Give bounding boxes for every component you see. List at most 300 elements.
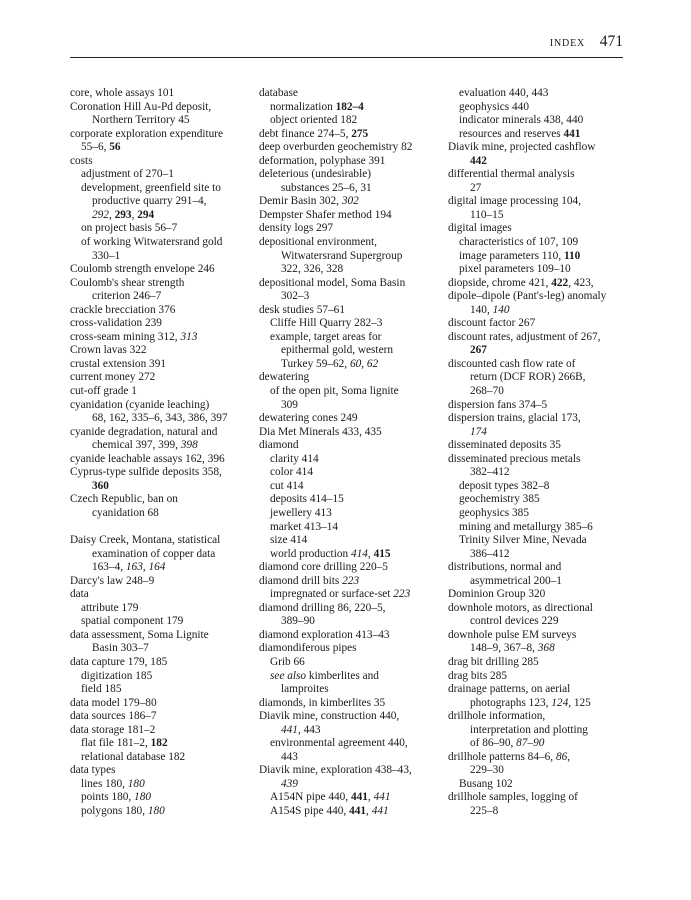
index-entry — [70, 304, 250, 318]
index-text-segment: flat file 181–2, — [81, 737, 151, 750]
index-subentry — [448, 304, 638, 318]
index-subentry — [259, 791, 449, 805]
index-subentry — [259, 778, 449, 792]
index-entry — [259, 642, 449, 656]
index-subentry — [70, 222, 250, 236]
index-text-segment: spatial component 179 — [81, 615, 184, 628]
index-text-segment: Northern Territory 45 — [92, 114, 190, 127]
index-subentry — [259, 358, 449, 372]
index-text-segment: example, target areas for — [270, 330, 382, 343]
index-subentry — [259, 548, 449, 562]
index-text-segment: dewatering — [259, 371, 310, 384]
index-text-segment: chemical 397, 399, — [92, 439, 181, 452]
index-text-segment: 163 — [125, 561, 143, 574]
index-subentry — [70, 168, 250, 182]
index-entry — [259, 222, 449, 236]
index-text-segment: 441 — [563, 127, 581, 140]
index-text-segment: lamproites — [281, 683, 329, 696]
index-text-segment: data types — [70, 764, 116, 777]
index-entry — [70, 344, 250, 358]
index-text-segment: criterion 246–7 — [92, 290, 162, 303]
index-subentry — [70, 778, 250, 792]
index-subentry — [448, 209, 638, 223]
index-text-segment: , 423, — [568, 276, 594, 289]
index-entry — [448, 751, 638, 765]
index-subentry — [70, 561, 250, 575]
page-header — [70, 0, 623, 58]
index-text-segment: 313 — [180, 330, 198, 343]
index-text-segment: , — [567, 750, 571, 763]
index-text-segment: 87–90 — [516, 737, 545, 750]
index-text-segment: diamond — [259, 439, 299, 452]
index-subentry — [70, 751, 250, 765]
index-text-segment: jewellery 413 — [270, 506, 332, 519]
index-text-segment: diamond exploration 413–43 — [259, 628, 390, 641]
index-text-segment: object oriented 182 — [270, 114, 358, 127]
index-subentry — [448, 385, 638, 399]
index-text-segment: 174 — [470, 425, 487, 438]
index-text-segment: 223 — [393, 588, 411, 601]
index-subentry — [448, 263, 638, 277]
index-subentry — [448, 250, 638, 264]
index-entry — [70, 371, 250, 385]
index-text-segment: dewatering cones 249 — [259, 412, 358, 425]
index-entry — [448, 412, 638, 426]
index-subentry — [448, 615, 638, 629]
index-text-segment: cyanide degradation, natural and — [70, 425, 218, 438]
index-text-segment: 56 — [109, 141, 121, 154]
index-subentry — [70, 439, 250, 453]
index-text-segment: 330–1 — [92, 249, 121, 262]
index-text-segment: deep overburden geochemistry 82 — [259, 141, 413, 154]
index-entry — [259, 168, 449, 182]
index-text-segment: Basin 303–7 — [92, 642, 149, 655]
index-text-segment: desk studies 57–61 — [259, 303, 345, 316]
index-subentry — [259, 114, 449, 128]
index-entry — [448, 168, 638, 182]
index-text-segment: cyanidation 68 — [92, 506, 159, 519]
index-subentry — [259, 724, 449, 738]
index-text-segment: 386–412 — [470, 547, 510, 560]
index-subentry — [448, 778, 638, 792]
index-text-segment: 180 — [147, 804, 165, 817]
index-entry — [259, 209, 449, 223]
index-text-segment: 302–3 — [281, 290, 310, 303]
index-entry — [70, 385, 250, 399]
index-text-segment: diopside, chrome 421, — [448, 276, 552, 289]
index-text-segment: digitization 185 — [81, 669, 153, 682]
index-text-segment: cyanidation (cyanide leaching) — [70, 398, 210, 411]
index-subentry — [70, 195, 250, 209]
index-subentry — [448, 236, 638, 250]
index-subentry — [259, 805, 449, 819]
index-entry — [448, 629, 638, 643]
index-entry — [70, 263, 250, 277]
index-text-segment: A154N pipe 440, — [270, 791, 351, 804]
index-text-segment: indicator minerals 438, 440 — [459, 114, 584, 127]
index-text-segment: Diavik mine, exploration 438–43, — [259, 764, 412, 777]
index-text-segment: 322, 326, 328 — [281, 263, 344, 276]
index-entry — [259, 371, 449, 385]
index-text-segment: debt finance 274–5, — [259, 127, 352, 140]
index-text-segment: 441 — [350, 791, 368, 804]
index-text-segment: drag bit drilling 285 — [448, 655, 539, 668]
index-text-segment: polygons 180, — [81, 804, 148, 817]
index-entry — [259, 575, 449, 589]
index-subentry — [259, 466, 449, 480]
index-text-segment: Diavik mine, construction 440, — [259, 710, 400, 723]
index-subentry — [259, 399, 449, 413]
index-subentry — [70, 141, 250, 155]
index-subentry — [259, 385, 449, 399]
index-text-segment: interpretation and plotting — [470, 723, 588, 736]
index-entry — [448, 561, 638, 575]
index-text-segment: cross-seam mining 312, — [70, 330, 181, 343]
index-entry — [259, 697, 449, 711]
index-text-segment: Coronation Hill Au-Pd deposit, — [70, 100, 212, 113]
index-text-segment: 229–30 — [470, 764, 504, 777]
index-entry — [448, 222, 638, 236]
index-text-segment: 441 — [371, 804, 389, 817]
index-text-segment: digital images — [448, 222, 512, 235]
index-text-segment: 164 — [148, 561, 166, 574]
index-entry — [448, 656, 638, 670]
index-text-segment: 180 — [127, 777, 145, 790]
index-subentry — [259, 493, 449, 507]
index-text-segment: 180 — [134, 791, 151, 804]
index-subentry — [259, 507, 449, 521]
index-subentry — [448, 426, 638, 440]
index-subentry — [70, 805, 250, 819]
index-entry — [259, 195, 449, 209]
index-text-segment: disseminated precious metals — [448, 452, 581, 465]
index-subentry — [259, 670, 449, 684]
index-entry — [259, 412, 449, 426]
index-subentry — [259, 588, 449, 602]
index-text-segment: discount factor 267 — [448, 317, 536, 330]
index-entry — [259, 155, 449, 169]
index-text-segment: dispersion trains, glacial 173, — [448, 412, 581, 425]
index-text-segment: 293 — [114, 208, 132, 221]
index-entry — [70, 493, 250, 507]
index-text-segment: downhole motors, as directional — [448, 601, 593, 614]
index-entry — [70, 656, 250, 670]
index-text-segment: productive quarry 291–4, — [92, 195, 207, 208]
page-number: 471 — [599, 33, 623, 50]
index-text-segment: Dominion Group 320 — [448, 588, 546, 601]
index-text-segment: points 180, — [81, 791, 135, 804]
index-entry — [70, 466, 250, 480]
index-letter-gap — [70, 521, 250, 535]
index-text-segment: database — [259, 87, 298, 99]
index-text-segment: Cyprus-type sulfide deposits 358, — [70, 466, 222, 479]
index-subentry — [448, 182, 638, 196]
index-text-segment: Dia Met Minerals 433, 435 — [259, 425, 382, 438]
index-entry — [259, 426, 449, 440]
index-text-segment: differential thermal analysis — [448, 168, 575, 181]
index-subentry — [70, 642, 250, 656]
index-text-segment: relational database 182 — [81, 750, 186, 763]
index-entry — [70, 155, 250, 169]
index-text-segment: 415 — [373, 547, 391, 560]
index-text-segment: Diavik mine, projected cashflow — [448, 141, 596, 154]
index-text-segment: Czech Republic, ban on — [70, 493, 178, 506]
index-text-segment: core, whole assays 101 — [70, 87, 175, 99]
index-subentry — [70, 737, 250, 751]
index-subentry — [70, 548, 250, 562]
index-text-segment: deposit types 382–8 — [459, 479, 550, 492]
index-text-segment: diamonds, in kimberlites 35 — [259, 696, 386, 709]
index-entry — [70, 128, 250, 142]
index-text-segment: data — [70, 588, 89, 601]
index-text-segment: density logs 297 — [259, 222, 334, 235]
index-text-segment: diamond drilling 86, 220–5, — [259, 601, 386, 614]
index-entry — [70, 724, 250, 738]
index-subentry — [259, 290, 449, 304]
index-text-segment: Witwatersrand Supergroup — [281, 249, 403, 262]
index-text-segment: epithermal gold, western — [281, 344, 393, 357]
index-subentry — [259, 317, 449, 331]
index-text-segment: 441 — [281, 723, 298, 736]
index-subentry — [70, 791, 250, 805]
index-subentry — [70, 209, 250, 223]
index-subentry — [448, 371, 638, 385]
index-text-segment: normalization — [270, 100, 336, 113]
index-entry — [448, 791, 638, 805]
index-text-segment: diamond drill bits — [259, 574, 343, 587]
index-text-segment: development, greenfield site to — [81, 181, 221, 194]
index-text-segment: dispersion fans 374–5 — [448, 398, 548, 411]
index-subentry — [259, 615, 449, 629]
index-text-segment: Cliffe Hill Quarry 282–3 — [270, 317, 383, 330]
index-text-segment: geochemistry 385 — [459, 493, 540, 506]
index-text-segment: crackle brecciation 376 — [70, 303, 176, 316]
index-entry — [70, 426, 250, 440]
index-text-segment: Grib 66 — [270, 655, 305, 668]
index-text-segment: drag bits 285 — [448, 669, 507, 682]
index-text-segment: 182 — [150, 737, 168, 750]
index-text-segment: 441 — [349, 804, 367, 817]
index-text-segment: substances 25–6, 31 — [281, 181, 372, 194]
index-entry — [70, 358, 250, 372]
index-text-segment: deleterious (undesirable) — [259, 168, 371, 181]
index-text-segment: evaluation 440, 443 — [459, 87, 549, 99]
index-subentry — [448, 575, 638, 589]
index-text-segment: crustal extension 391 — [70, 357, 167, 370]
index-subentry — [448, 697, 638, 711]
index-text-segment: Trinity Silver Mine, Nevada — [459, 534, 587, 547]
index-subentry — [448, 805, 638, 819]
index-text-segment: return (DCF ROR) 266B, — [470, 371, 586, 384]
index-text-segment: 110 — [563, 249, 581, 262]
index-subentry — [70, 250, 250, 264]
index-text-segment: 441 — [373, 791, 391, 804]
index-text-segment: resources and reserves — [459, 127, 564, 140]
index-text-segment: discount rates, adjustment of 267, — [448, 330, 601, 343]
index-subentry — [448, 764, 638, 778]
index-text-segment: pixel parameters 109–10 — [459, 263, 571, 276]
index-subentry — [70, 670, 250, 684]
index-text-segment: Coulomb's shear strength — [70, 276, 185, 289]
index-subentry — [448, 737, 638, 751]
index-text-segment: , — [108, 208, 115, 221]
index-subentry — [70, 182, 250, 196]
index-text-segment: drillhole samples, logging of — [448, 791, 578, 804]
index-subentry — [259, 480, 449, 494]
index-column-3 — [448, 87, 638, 819]
index-entry — [448, 670, 638, 684]
index-text-segment: of working Witwatersrand gold — [81, 236, 223, 249]
index-entry — [70, 588, 250, 602]
index-subentry — [259, 344, 449, 358]
index-subentry — [259, 101, 449, 115]
index-text-segment: , 443 — [297, 723, 321, 736]
index-text-segment: downhole pulse EM surveys — [448, 628, 577, 641]
index-text-segment: lines 180, — [81, 777, 128, 790]
running-header-title: INDEX — [549, 38, 585, 49]
index-text-segment: of 86–90, — [470, 737, 517, 750]
index-text-segment: corporate exploration expenditure — [70, 127, 224, 140]
index-text-segment: deformation, polyphase 391 — [259, 154, 386, 167]
index-subentry — [448, 87, 638, 101]
index-text-segment: , — [366, 804, 372, 817]
index-subentry — [259, 263, 449, 277]
index-text-segment: attribute 179 — [81, 601, 139, 614]
index-text-segment: data sources 186–7 — [70, 710, 157, 723]
index-text-segment: geophysics 440 — [459, 100, 529, 113]
index-entry — [448, 683, 638, 697]
index-entry — [70, 629, 250, 643]
index-entry — [448, 195, 638, 209]
index-subentry — [259, 683, 449, 697]
index-entry — [70, 317, 250, 331]
index-entry — [448, 588, 638, 602]
index-entry — [259, 128, 449, 142]
index-text-segment: asymmetrical 200–1 — [470, 574, 562, 587]
index-text-segment: , 125 — [568, 696, 591, 709]
index-text-segment: dipole–dipole (Pant's-leg) anomaly — [448, 290, 607, 303]
index-entry — [70, 453, 250, 467]
index-subentry — [259, 656, 449, 670]
index-text-segment: , — [367, 547, 374, 560]
index-subentry — [448, 724, 638, 738]
index-subentry — [70, 480, 250, 494]
index-entry — [70, 277, 250, 291]
index-subentry — [448, 344, 638, 358]
index-text-segment: 62 — [366, 357, 379, 370]
index-entry — [259, 764, 449, 778]
index-text-segment: clarity 414 — [270, 452, 319, 465]
index-text-segment: data storage 181–2 — [70, 723, 156, 736]
index-entry — [259, 277, 449, 291]
index-entry — [70, 764, 250, 778]
index-subentry — [70, 114, 250, 128]
index-text-segment: 225–8 — [470, 804, 499, 817]
index-subentry — [259, 751, 449, 765]
index-text-segment: , — [367, 791, 374, 804]
index-text-segment: 275 — [351, 127, 369, 140]
index-text-segment: depositional model, Soma Basin — [259, 276, 406, 289]
index-text-segment: Demir Basin 302, — [259, 195, 342, 208]
index-subentry — [448, 493, 638, 507]
index-entry — [259, 561, 449, 575]
index-subentry — [70, 236, 250, 250]
index-text-segment: diamondiferous pipes — [259, 642, 357, 655]
index-text-segment: 68, 162, 335–6, 343, 386, 397 — [92, 412, 228, 425]
index-text-segment: adjustment of 270–1 — [81, 168, 174, 181]
index-subentry — [70, 290, 250, 304]
index-text-segment: image parameters 110, — [459, 249, 564, 262]
index-text-segment: , — [361, 357, 367, 370]
index-text-segment: on project basis 56–7 — [81, 222, 178, 235]
index-text-segment: 27 — [470, 181, 482, 194]
index-text-segment: data model 179–80 — [70, 696, 157, 709]
index-subentry — [448, 480, 638, 494]
index-text-segment: disseminated deposits 35 — [448, 439, 561, 452]
index-subentry — [448, 101, 638, 115]
index-text-segment: 294 — [137, 208, 155, 221]
index-text-segment: 148–9, 367–8, — [470, 642, 538, 655]
index-text-segment: drillhole patterns 84–6, — [448, 750, 556, 763]
index-subentry — [448, 534, 638, 548]
index-text-segment: 368 — [537, 642, 555, 655]
index-text-segment: mining and metallurgy 385–6 — [459, 520, 593, 533]
index-text-segment: market 413–14 — [270, 520, 339, 533]
index-text-segment: 60 — [349, 357, 362, 370]
index-text-segment: field 185 — [81, 683, 122, 696]
index-text-segment: 302 — [341, 195, 359, 208]
index-text-segment: 292 — [92, 208, 109, 221]
index-subentry — [259, 521, 449, 535]
index-text-segment: 140, — [470, 303, 493, 316]
index-text-segment: color 414 — [270, 466, 313, 479]
index-text-segment: Crown lavas 322 — [70, 344, 147, 357]
index-subentry — [259, 737, 449, 751]
index-text-segment: cross-validation 239 — [70, 317, 162, 330]
index-entry — [259, 87, 449, 101]
index-text-segment: , — [131, 208, 138, 221]
index-entry — [70, 331, 250, 345]
index-text-segment: see also — [270, 669, 307, 682]
index-subentry — [448, 128, 638, 142]
index-entry — [70, 87, 250, 101]
index-text-segment: 442 — [470, 154, 487, 167]
index-text-segment: current money 272 — [70, 371, 156, 384]
index-text-segment: 86 — [555, 750, 568, 763]
index-text-segment: 55–6, — [81, 141, 110, 154]
index-subentry — [70, 602, 250, 616]
index-subentry — [259, 453, 449, 467]
index-text-segment: cyanide leachable assays 162, 396 — [70, 452, 225, 465]
index-entry — [448, 358, 638, 372]
index-text-segment: 389–90 — [281, 615, 315, 628]
index-entry — [70, 575, 250, 589]
index-entry — [448, 399, 638, 413]
index-subentry — [448, 155, 638, 169]
index-text-segment: impregnated or surface-set — [270, 588, 394, 601]
index-entry — [70, 710, 250, 724]
index-subentry — [70, 412, 250, 426]
index-entry — [70, 399, 250, 413]
index-entry — [448, 453, 638, 467]
index-text-segment: of the open pit, Soma lignite — [270, 385, 399, 398]
index-text-segment: 443 — [281, 750, 298, 763]
index-text-segment: distributions, normal and — [448, 561, 562, 574]
index-subentry — [448, 507, 638, 521]
index-subentry — [448, 548, 638, 562]
index-subentry — [448, 521, 638, 535]
index-text-segment: 268–70 — [470, 385, 504, 398]
